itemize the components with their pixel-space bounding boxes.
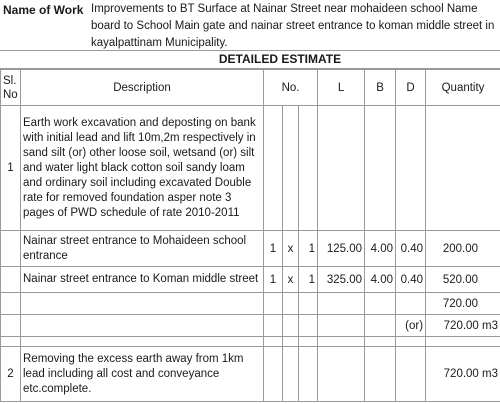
empty-cell [318,293,365,315]
item-description: Removing the excess earth away from 1km lead including all cost and conveyance etc.complete. [21,347,264,402]
item-sl: 2 [1,347,21,402]
empty-cell [426,106,500,231]
row-quantity: 200.00 [426,231,500,267]
table-row [1,267,500,293]
total-value: 720.00 [443,368,479,380]
col-b: B [365,70,396,106]
row-d: 0.40 [396,267,426,293]
col-description: Description [21,70,264,106]
empty-cell [21,315,264,337]
row-no: 1 [264,267,283,293]
empty-cell [1,337,21,347]
empty-cell [365,337,396,347]
col-sl-no: Sl. No [1,70,21,106]
row-times: x [283,231,299,267]
empty-cell [318,347,365,402]
total-quantity [426,315,500,337]
total-quantity [426,347,500,402]
work-header [0,0,500,51]
empty-cell [365,106,396,231]
empty-cell [21,337,264,347]
empty-cell [426,337,500,347]
empty-cell [299,347,318,402]
column-header-row [1,70,500,106]
empty-cell [283,293,299,315]
row-times: x [283,267,299,293]
col-d: D [396,70,426,106]
row-no: 1 [264,231,283,267]
empty-cell [264,347,283,402]
item-description: Earth work excavation and deposting on bank with initial lead and lift 10m,2m respectively in sand silt (or) other loose soil, wetsand (or) silt and water light black cotton soil sandy loam and ordinary soil including excavated Double rate for removed foundation asper note 3 pages of PWD schedule of rate 2010-2011 [21,106,264,231]
empty-cell [21,293,264,315]
subtotal-quantity: 720.00 [426,293,500,315]
empty-cell [283,106,299,231]
row-mult: 1 [299,231,318,267]
empty-cell [365,315,396,337]
row-b: 4.00 [365,231,396,267]
empty-cell [299,315,318,337]
name-of-work-text: Improvements to BT Surface at Nainar Street near mohaideen school Name board to School Main gate and nainar street entrance to koman middle street in kayalpattinam Municipality. [91,3,495,49]
col-quantity: Quantity [426,70,500,106]
empty-cell [264,293,283,315]
row-mult: 1 [299,267,318,293]
table-row [1,347,500,402]
empty-cell [264,106,283,231]
table-row [1,231,500,267]
table-row [1,293,500,315]
empty-cell [1,293,21,315]
row-description: Nainar street entrance to Koman middle street [21,267,264,293]
empty-cell [318,106,365,231]
row-l: 125.00 [318,231,365,267]
empty-cell [396,337,426,347]
empty-cell [283,337,299,347]
empty-cell [396,106,426,231]
empty-cell [264,337,283,347]
row-d: 0.40 [396,231,426,267]
detailed-estimate-title: DETAILED ESTIMATE [0,51,500,69]
empty-cell [318,337,365,347]
row-quantity: 520.00 [426,267,500,293]
row-l: 325.00 [318,267,365,293]
empty-cell [1,315,21,337]
row-b: 4.00 [365,267,396,293]
empty-cell [365,293,396,315]
empty-cell [283,315,299,337]
estimate-table [0,69,500,402]
empty-cell [396,293,426,315]
empty-cell [365,347,396,402]
name-of-work-label: Name of Work [3,3,84,17]
table-row [1,315,500,337]
item-sl: 1 [1,106,21,231]
empty-cell [299,293,318,315]
total-unit: m3 [482,368,499,380]
empty-cell [318,315,365,337]
empty-cell [283,347,299,402]
empty-cell [1,267,21,293]
total-value: 720.00 [443,319,479,332]
row-description: Nainar street entrance to Mohaideen school entrance [21,231,264,267]
total-unit: m3 [482,319,499,332]
or-label: (or) [396,315,426,337]
empty-cell [264,315,283,337]
table-row [1,337,500,347]
col-l: L [318,70,365,106]
empty-cell [299,106,318,231]
col-no: No. [264,70,318,106]
empty-cell [1,231,21,267]
table-row [1,106,500,231]
empty-cell [396,347,426,402]
empty-cell [299,337,318,347]
